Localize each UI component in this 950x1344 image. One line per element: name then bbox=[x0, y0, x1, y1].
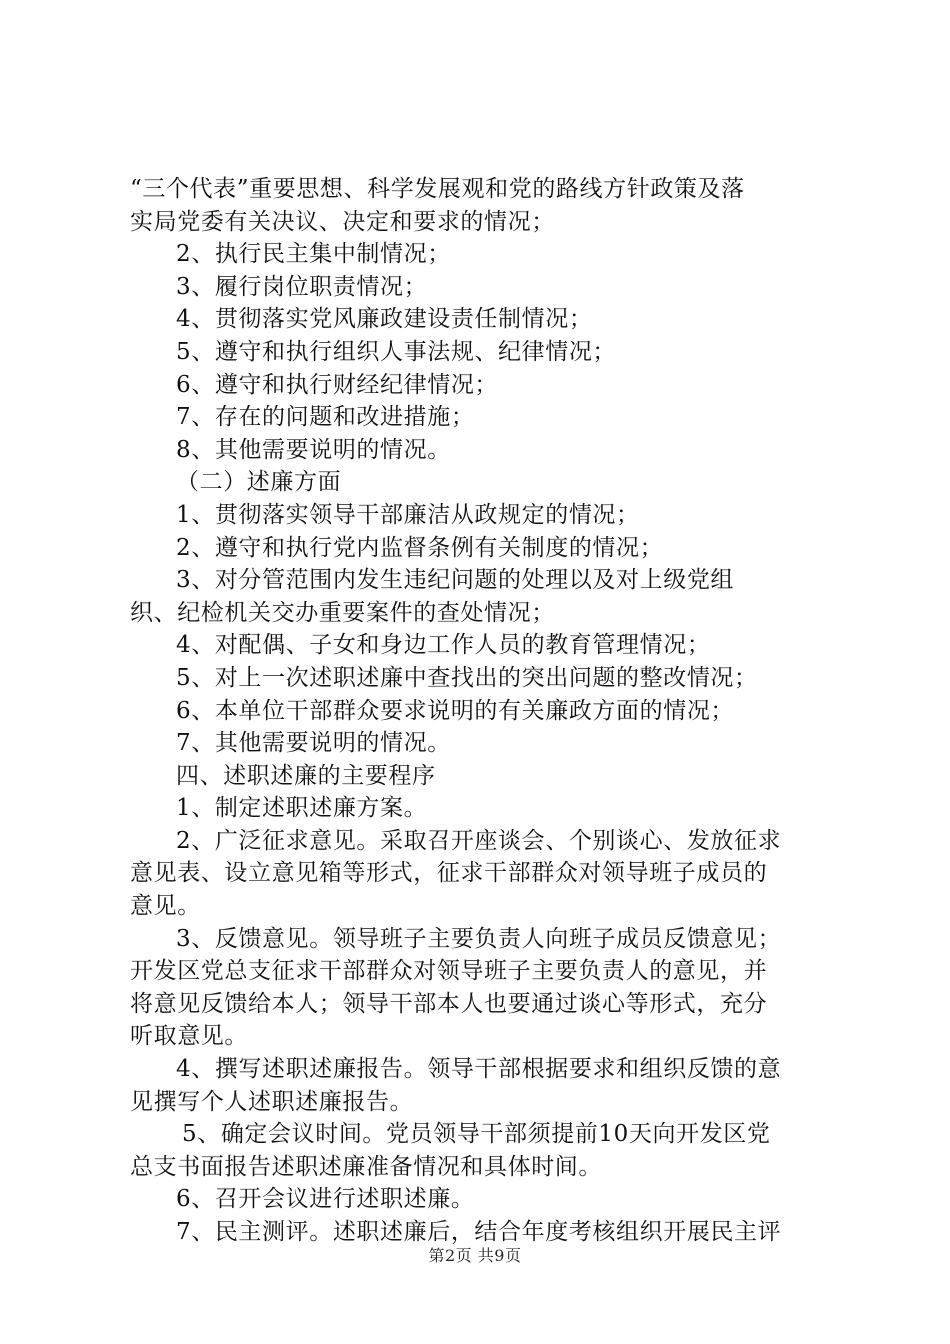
page-footer: 第2页 共9页 bbox=[428, 1246, 522, 1265]
text-line: 3、履行岗位职责情况； bbox=[176, 273, 428, 300]
text-line: 1、贯彻落实领导干部廉洁从政规定的情况； bbox=[176, 501, 640, 528]
text-line: 5、遵守和执行组织人事法规、纪律情况； bbox=[176, 338, 617, 365]
text-line: 总支书面报告述职述廉准备情况和具体时间。 bbox=[130, 1153, 602, 1180]
text-line: 2、遵守和执行党内监督条例有关制度的情况； bbox=[176, 534, 664, 561]
text-line: 5、对上一次述职述廉中查找出的突出问题的整改情况； bbox=[176, 664, 758, 691]
text-line: 3、反馈意见。领导班子主要负责人向班子成员反馈意见； bbox=[176, 925, 782, 952]
text-line: 6、召开会议进行述职述廉。 bbox=[176, 1186, 475, 1213]
text-line: 2、执行民主集中制情况； bbox=[176, 241, 451, 268]
text-line: 3、对分管范围内发生违纪问题的处理以及对上级党组 bbox=[176, 567, 735, 594]
text-line: 意见表、设立意见箱等形式，征求干部群众对领导班子成员的 bbox=[130, 860, 768, 887]
text-line: 2、广泛征求意见。采取召开座谈会、个别谈心、发放征求 bbox=[176, 827, 782, 854]
text-line: 1、制定述职述廉方案。 bbox=[176, 795, 428, 822]
text-line: 见撰写个人述职述廉报告。 bbox=[130, 1088, 414, 1115]
text-line: 7、其他需要说明的情况。 bbox=[176, 730, 451, 757]
text-line: 听取意见。 bbox=[130, 1023, 248, 1050]
text-line: 开发区党总支征求干部群众对领导班子主要负责人的意见，并 bbox=[130, 958, 768, 985]
text-line: 6、本单位干部群众要求说明的有关廉政方面的情况； bbox=[176, 697, 735, 724]
text-line: 4、撰写述职述廉报告。领导干部根据要求和组织反馈的意 bbox=[176, 1056, 782, 1083]
text-line: 5、确定会议时间。党员领导干部须提前10天向开发区党 bbox=[182, 1121, 771, 1148]
text-line: 7、存在的问题和改进措施； bbox=[176, 404, 475, 431]
document-body bbox=[130, 173, 830, 1249]
text-line: 将意见反馈给本人；领导干部本人也要通过谈心等形式，充分 bbox=[130, 990, 768, 1017]
text-line: 6、遵守和执行财经纪律情况； bbox=[176, 371, 499, 398]
text-line: “三个代表”重要思想、科学发展观和党的路线方针政策及落 bbox=[130, 176, 745, 202]
text-line: 实局党委有关决议、决定和要求的情况； bbox=[130, 208, 555, 235]
text-line: 织、纪检机关交办重要案件的查处情况； bbox=[130, 599, 555, 626]
text-line: 7、民主测评。述职述廉后，结合年度考核组织开展民主评 bbox=[176, 1219, 782, 1245]
text-line: 8、其他需要说明的情况。 bbox=[176, 436, 451, 463]
text-line: （二）述廉方面 bbox=[176, 469, 342, 496]
text-line: 4、贯彻落实党风廉政建设责任制情况； bbox=[176, 306, 593, 333]
text-line: 意见。 bbox=[130, 893, 201, 920]
text-line: 四、述职述廉的主要程序 bbox=[176, 762, 436, 789]
text-line: 4、对配偶、子女和身边工作人员的教育管理情况； bbox=[176, 632, 711, 659]
